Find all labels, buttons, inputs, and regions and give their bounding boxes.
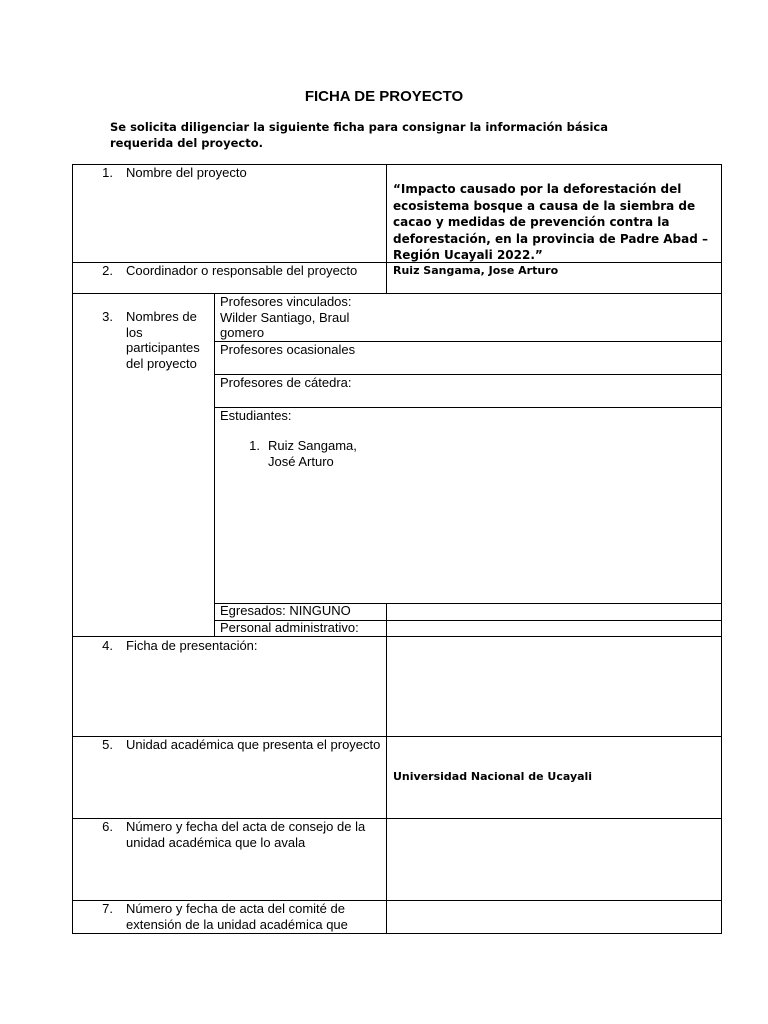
estudiante-item: Ruiz Sangama, José Arturo	[268, 438, 357, 469]
profesores-ocasionales-label: Profesores ocasionales	[220, 342, 356, 357]
estudiante-number: 1.	[249, 438, 260, 453]
row-label-participantes: Nombres de los participantes del proyecto	[126, 309, 200, 371]
egresados-label: Egresados: NINGUNO	[220, 603, 351, 618]
table-line	[72, 933, 722, 934]
row-number: 2.	[102, 263, 113, 278]
row-label-coordinador: Coordinador o responsable del proyecto	[126, 263, 358, 278]
document-title: FICHA DE PROYECTO	[304, 88, 464, 105]
row-label-acta-consejo: Número y fecha del acta de consejo de la unidad académica que lo avala	[126, 819, 366, 850]
row-number: 3.	[102, 309, 113, 324]
unidad-academica-value: Universidad Nacional de Ucayali	[393, 770, 593, 783]
table-line	[386, 164, 387, 294]
personal-administrativo-label: Personal administrativo:	[220, 620, 359, 635]
row-label-ficha-presentacion: Ficha de presentación:	[126, 638, 258, 653]
estudiantes-label: Estudiantes:	[220, 408, 292, 423]
intro-text: Se solicita diligenciar la siguiente ficha para consignar la información básica requerida del proyecto.	[110, 120, 608, 150]
project-name-value: “Impacto causado por la deforestación del ecosistema bosque a causa de la siembra de cacao y medidas de prevención contra la deforestación, en la provincia de Padre Abad – Región Ucayali 2022.”	[393, 182, 708, 262]
row-number: 7.	[102, 901, 113, 916]
table-line	[386, 603, 387, 933]
row-number: 6.	[102, 819, 113, 834]
table-line	[72, 164, 73, 933]
table-line	[72, 636, 722, 637]
profesores-vinculados-label: Profesores vinculados: Wilder Santiago, Braul gomero	[220, 294, 352, 340]
row-number: 5.	[102, 737, 113, 752]
table-line	[72, 293, 722, 294]
row-label-nombre-proyecto: Nombre del proyecto	[126, 165, 247, 180]
row-number: 1.	[102, 165, 113, 180]
coordinator-value: Ruiz Sangama, Jose Arturo	[393, 264, 559, 277]
table-line	[721, 164, 722, 933]
row-label-unidad-academica: Unidad académica que presenta el proyecto	[126, 737, 381, 752]
table-line	[214, 293, 215, 636]
profesores-catedra-label: Profesores de cátedra:	[220, 375, 352, 390]
row-number: 4.	[102, 638, 113, 653]
row-label-acta-comite: Número y fecha de acta del comité de extensión de la unidad académica que	[126, 901, 348, 932]
